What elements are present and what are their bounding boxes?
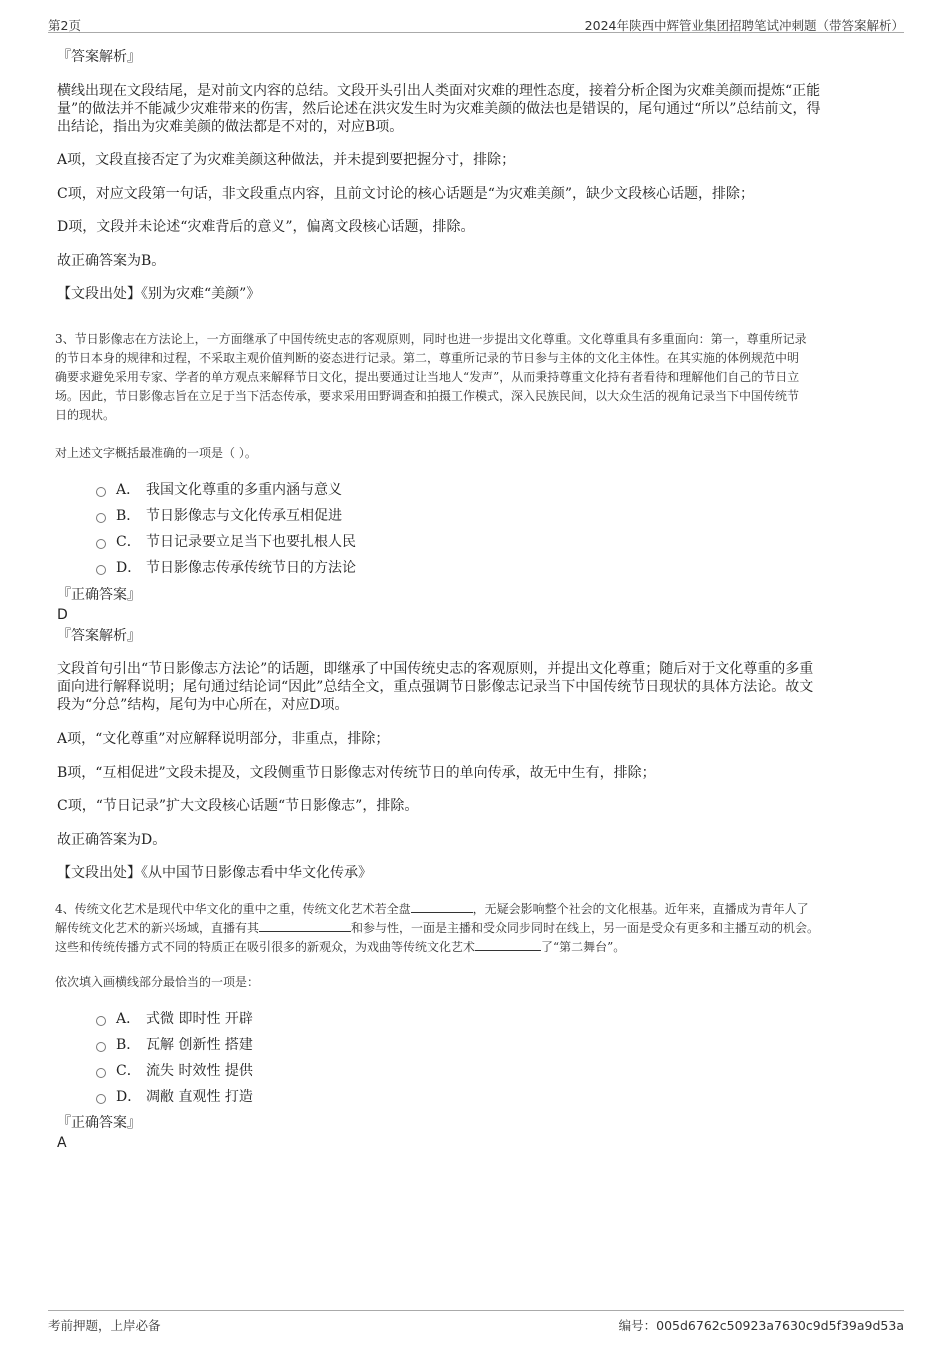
- q4-text: 解传统文化艺术的新兴场域，直播有其: [55, 921, 260, 935]
- q4-stem-line: [55, 938, 905, 957]
- q4-text: 这些和传统传播方式不同的特质正在吸引很多的新观众，为戏曲等传统文化艺术: [55, 940, 476, 954]
- option-text: 式微 即时性 开辟: [146, 1011, 253, 1027]
- q3-option-b-note: B项，“互相促进”文段未提及，文段侧重节日影像志对传统节日的单向传承，故无中生有，排除；: [57, 765, 656, 781]
- q3-analysis-line: 段为“分总”结构，尾句为中心所在，对应D项。: [57, 697, 349, 713]
- option-text: 节日影像志与文化传承互相促进: [146, 508, 342, 524]
- radio-icon[interactable]: [96, 1016, 106, 1026]
- q3-option-c[interactable]: [96, 533, 356, 551]
- q4-correct-label: 『正确答案』: [57, 1115, 141, 1131]
- document-title: 2024年陕西中辉管业集团招聘笔试冲刺题（带答案解析）: [584, 18, 904, 33]
- q3-source: 【文段出处】《从中国节日影像志看中华文化传承》: [57, 865, 372, 881]
- q3-conclusion: 故正确答案为D。: [57, 832, 167, 848]
- page-header: [48, 14, 904, 33]
- blank-1[interactable]: [411, 900, 473, 913]
- q3-option-a-note: A项，“文化尊重”对应解释说明部分，非重点，排除；: [57, 731, 390, 747]
- option-text: 节日影像志传承传统节日的方法论: [146, 560, 356, 576]
- q4-text: 4、传统文化艺术是现代中华文化的重中之重，传统文化艺术若全盘: [55, 902, 411, 916]
- q3-analysis-line: 面向进行解释说明；尾句通过结论词“因此”总结全文，重点强调节日影像志记录当下中国传统节日现状的具体方法论。故文: [57, 679, 814, 695]
- q2-source: 【文段出处】《别为灾难“美颜”》: [57, 286, 261, 302]
- q3-option-c-note: C项，“节日记录”扩大文段核心话题“节日影像志”，排除。: [57, 798, 419, 814]
- q3-correct-label: 『正确答案』: [57, 587, 141, 603]
- q4-stem: [55, 900, 905, 957]
- radio-icon[interactable]: [96, 1042, 106, 1052]
- option-text: 凋敝 直观性 打造: [146, 1089, 253, 1105]
- q4-stem-line: [55, 919, 905, 938]
- q3-option-a[interactable]: [96, 481, 342, 499]
- option-letter: B．: [116, 508, 141, 524]
- radio-icon[interactable]: [96, 565, 106, 575]
- option-letter: A．: [116, 482, 141, 498]
- footer-slogan: 考前押题，上岸必备: [48, 1318, 161, 1333]
- option-text: 我国文化尊重的多重内涵与意义: [146, 482, 342, 498]
- q3-stem-line: 确要求避免采用专家、学者的单方观点来解释节日文化，提出要通过让当地人“发声”，从而秉持尊重文化持有者看待和理解他们自己的节日立: [55, 370, 800, 384]
- q3-option-d[interactable]: [96, 559, 356, 577]
- q4-correct-answer: A: [57, 1135, 67, 1151]
- radio-icon[interactable]: [96, 539, 106, 549]
- q3-correct-answer: D: [57, 607, 68, 623]
- q3-stem-line: 的节日本身的规律和过程，不采取主观价值判断的姿态进行记录。第二，尊重所记录的节日参与主体的文化主体性。在其实施的体例规范中明: [55, 351, 800, 365]
- q2-option-a-note: A项，文段直接否定了为灾难美颜这种做法，并未提到要把握分寸，排除；: [57, 152, 516, 168]
- q3-option-b[interactable]: [96, 507, 342, 525]
- q4-option-d[interactable]: [96, 1088, 253, 1106]
- radio-icon[interactable]: [96, 1068, 106, 1078]
- q2-option-d-note: D项，文段并未论述“灾难背后的意义”，偏离文段核心话题，排除。: [57, 219, 475, 235]
- q3-analysis-line: 文段首句引出“节日影像志方法论”的话题，即继承了中国传统史志的客观原则，并提出文化尊重；随后对于文化尊重的多重: [57, 661, 814, 677]
- option-letter: B．: [116, 1037, 141, 1053]
- q3-stem-line: 3、节日影像志在方法论上，一方面继承了中国传统史志的客观原则，同时也进一步提出文化尊重。文化尊重具有多重面向：第一，尊重所记录: [55, 332, 807, 346]
- page-number: 第2页: [48, 18, 81, 33]
- q4-prompt: 依次填入画横线部分最恰当的一项是：: [55, 975, 260, 989]
- q3-analysis: [57, 660, 893, 714]
- blank-2[interactable]: [259, 919, 351, 932]
- q2-analysis-line: 量”的做法并不能减少灾难带来的伤害，然后论述在洪灾发生时为灾难美颜的做法也是错误的，尾句通过“所以”总结前文，得: [57, 101, 821, 117]
- q2-analysis-line: 出结论，指出为灾难美颜的做法都是不对的，对应B项。: [57, 119, 404, 135]
- q4-text: 和参与性，一面是主播和受众同步同时在线上，另一面是受众有更多和主播互动的机会。: [351, 921, 820, 935]
- page-footer: [48, 1310, 904, 1335]
- option-letter: C．: [116, 1063, 141, 1079]
- radio-icon[interactable]: [96, 1094, 106, 1104]
- option-text: 节日记录要立足当下也要扎根人民: [146, 534, 356, 550]
- option-letter: D．: [116, 1089, 142, 1105]
- q2-analysis: [57, 82, 893, 136]
- radio-icon[interactable]: [96, 513, 106, 523]
- option-text: 流失 时效性 提供: [146, 1063, 253, 1079]
- q4-option-c[interactable]: [96, 1062, 253, 1080]
- q2-analysis-label: 『答案解析』: [57, 49, 141, 65]
- q3-stem-line: 场。因此，节日影像志旨在立足于当下活态传承，要求采用田野调查和拍摄工作模式，深入民族民间，以大众生活的视角记录当下中国传统节: [55, 389, 800, 403]
- option-letter: C．: [116, 534, 141, 550]
- q3-stem-line: 日的现状。: [55, 408, 116, 422]
- radio-icon[interactable]: [96, 487, 106, 497]
- q4-stem-line: [55, 900, 905, 919]
- q4-text: 了“第二舞台”。: [541, 940, 626, 954]
- q4-option-a[interactable]: [96, 1010, 253, 1028]
- q2-option-c-note: C项，对应文段第一句话，非文段重点内容，且前文讨论的核心话题是“为灾难美颜”，缺少文段核心话题，排除；: [57, 186, 755, 202]
- option-letter: A．: [116, 1011, 141, 1027]
- document-id: 编号：005d6762c50923a7630c9d5f39a9d53a: [618, 1318, 904, 1333]
- option-letter: D．: [116, 560, 142, 576]
- q3-stem: [55, 330, 905, 425]
- blank-3[interactable]: [475, 938, 541, 951]
- q3-prompt: 对上述文字概括最准确的一项是（ ）。: [55, 446, 257, 460]
- q3-analysis-label: 『答案解析』: [57, 628, 141, 644]
- q4-option-b[interactable]: [96, 1036, 253, 1054]
- q2-analysis-line: 横线出现在文段结尾，是对前文内容的总结。文段开头引出人类面对灾难的理性态度，接着分析企图为灾难美颜而提炼“正能: [57, 83, 821, 99]
- q2-conclusion: 故正确答案为B。: [57, 253, 166, 269]
- option-text: 瓦解 创新性 搭建: [146, 1037, 253, 1053]
- q4-text: ，无疑会影响整个社会的文化根基。近年来，直播成为青年人了: [472, 902, 809, 916]
